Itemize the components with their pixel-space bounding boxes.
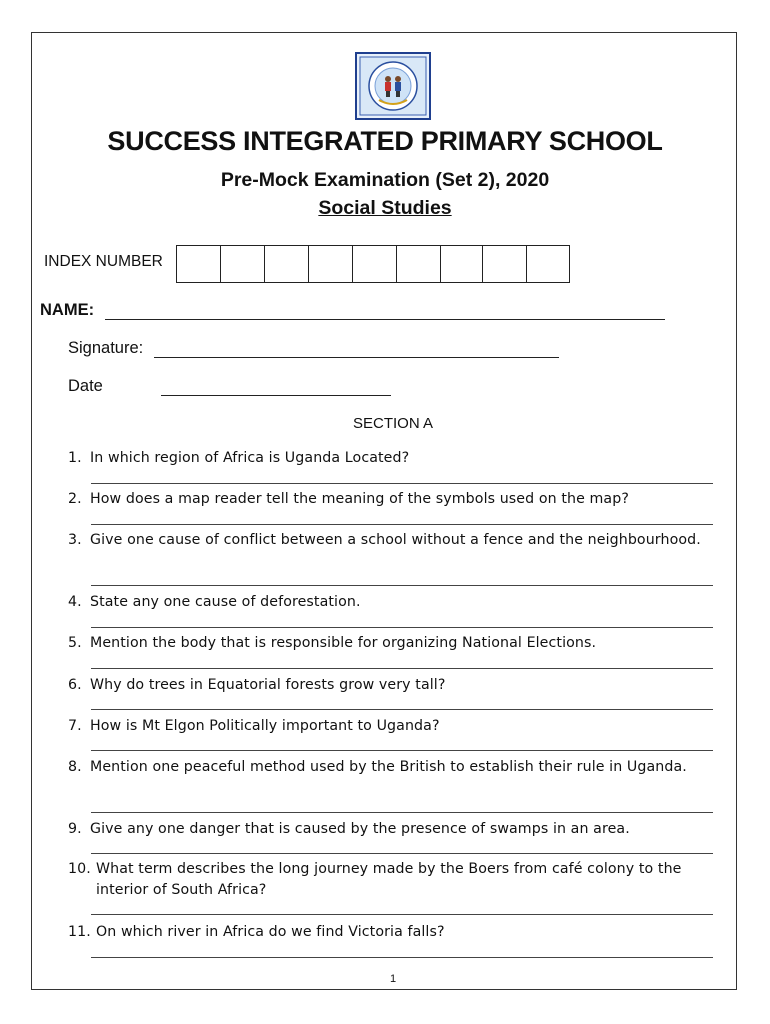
question-item <box>68 633 718 654</box>
question-number: 4. <box>68 594 82 610</box>
question-text: In which region of Africa is Uganda Located? <box>90 450 410 466</box>
answer-line[interactable] <box>91 914 713 915</box>
answer-line[interactable] <box>91 483 713 484</box>
question-item <box>68 922 718 943</box>
question-text: How does a map reader tell the meaning of the symbols used on the map? <box>90 491 629 507</box>
index-digit-box[interactable] <box>265 246 309 282</box>
section-heading: SECTION A <box>352 415 434 432</box>
index-digit-box[interactable] <box>397 246 441 282</box>
question-text: What term describes the long journey made by the Boers from café colony to the interior of South Africa? <box>96 861 682 898</box>
index-digit-box[interactable] <box>177 246 221 282</box>
question-text: Mention one peaceful method used by the British to establish their rule in Uganda. <box>90 759 687 775</box>
question-item <box>68 489 718 510</box>
question-number: 8. <box>68 759 82 775</box>
exam-title: Pre-Mock Examination (Set 2), 2020 <box>220 169 550 191</box>
question-text: Give one cause of conflict between a school without a fence and the neighbourhood. <box>90 532 701 548</box>
question-text: State any one cause of deforestation. <box>90 594 361 610</box>
question-number: 1. <box>68 450 82 466</box>
question-number: 3. <box>68 532 82 548</box>
question-text: Mention the body that is responsible for organizing National Elections. <box>90 635 597 651</box>
answer-line[interactable] <box>91 627 713 628</box>
date-blank[interactable] <box>161 395 391 396</box>
question-item <box>68 819 718 840</box>
question-item <box>68 675 718 696</box>
signature-field[interactable] <box>68 339 559 358</box>
question-text: Why do trees in Equatorial forests grow very tall? <box>90 677 446 693</box>
answer-line[interactable] <box>91 524 713 525</box>
index-digit-box[interactable] <box>353 246 397 282</box>
name-label: NAME: <box>40 301 95 319</box>
signature-label: Signature: <box>68 339 144 357</box>
question-item <box>68 448 718 469</box>
date-field[interactable] <box>68 377 391 396</box>
question-text: On which river in Africa do we find Victoria falls? <box>96 924 445 940</box>
index-number-grid[interactable] <box>176 245 570 283</box>
index-digit-box[interactable] <box>309 246 353 282</box>
answer-line[interactable] <box>91 668 713 669</box>
index-digit-box[interactable] <box>221 246 265 282</box>
signature-blank[interactable] <box>154 357 559 358</box>
index-digit-box[interactable] <box>483 246 527 282</box>
page-number: 1 <box>389 973 397 985</box>
date-label: Date <box>68 377 103 395</box>
answer-line[interactable] <box>91 585 713 586</box>
index-digit-box[interactable] <box>527 246 569 282</box>
school-name: SUCCESS INTEGRATED PRIMARY SCHOOL <box>107 126 663 156</box>
question-number: 2. <box>68 491 82 507</box>
answer-line[interactable] <box>91 750 713 751</box>
question-item <box>68 757 718 778</box>
question-number: 9. <box>68 821 82 837</box>
subject-title: Social Studies <box>318 197 452 219</box>
question-item <box>68 592 718 613</box>
answer-line[interactable] <box>91 957 713 958</box>
question-number: 10. <box>68 861 91 877</box>
question-item <box>68 716 718 737</box>
question-number: 7. <box>68 718 82 734</box>
school-crest-icon <box>355 52 431 120</box>
question-number: 6. <box>68 677 82 693</box>
question-number: 5. <box>68 635 82 651</box>
question-item <box>68 859 718 901</box>
answer-line[interactable] <box>91 853 713 854</box>
name-blank[interactable] <box>105 319 665 320</box>
answer-line[interactable] <box>91 709 713 710</box>
name-field[interactable] <box>40 301 665 320</box>
question-item <box>68 530 718 551</box>
answer-line[interactable] <box>91 812 713 813</box>
question-text: Give any one danger that is caused by the presence of swamps in an area. <box>90 821 630 837</box>
question-number: 11. <box>68 924 91 940</box>
question-text: How is Mt Elgon Politically important to Uganda? <box>90 718 440 734</box>
index-digit-box[interactable] <box>441 246 483 282</box>
index-number-label: INDEX NUMBER <box>44 253 163 270</box>
